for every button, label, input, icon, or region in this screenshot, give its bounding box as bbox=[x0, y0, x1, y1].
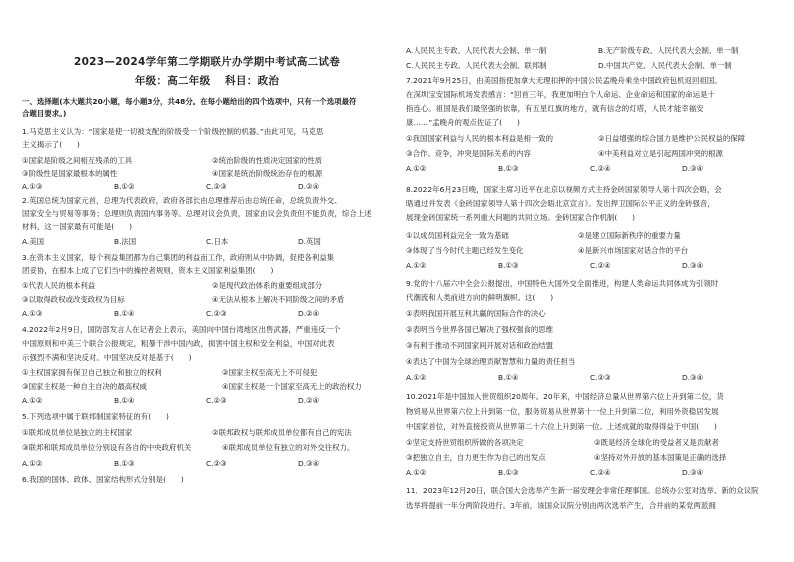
q4-statement-4: ④国家主权是一个国家至高无上的政治权力 bbox=[222, 382, 362, 391]
q1-statement-4: ④国家是统治阶级统治存在的根源 bbox=[212, 169, 323, 178]
exam-subtitle: 年级：高二年级 科目：政治 bbox=[134, 75, 280, 87]
q9-statement-2: ②表明当今世界各国已解决了强权强食的思维 bbox=[406, 325, 554, 334]
q10-option-c: C.②④ bbox=[590, 468, 611, 477]
q2-stem: 2.英国总统为国家元首，总理为代表政府，政府各部长由总理推荐后由总统任命，总统负责外交、 bbox=[22, 196, 342, 205]
q8-option-d: D.③④ bbox=[682, 261, 704, 270]
q3-option-b: B.①④ bbox=[114, 309, 135, 318]
q2-option-a: A.美国 bbox=[22, 237, 45, 246]
q7-option-c: C.②④ bbox=[590, 164, 611, 173]
q11-stem-cont: 选举将提前一年分两阶段进行。3年前，该国众议院分别由两次选举产生，合并前的某党两派拥 bbox=[406, 501, 716, 510]
q3-statement-2: ②是现代政治体系的重要组成部分 bbox=[212, 281, 323, 290]
q2-option-c: C.日本 bbox=[206, 237, 229, 246]
section-instructions-cont: 合题目要求。) bbox=[22, 109, 67, 118]
q9-stem: 9.党的十八届六中全会公报提出，中国特色大国外交全面推进，构建人类命运共同体成为引领时 bbox=[406, 279, 719, 288]
q7-option-b: B.①③ bbox=[498, 164, 519, 173]
q10-option-a: A.①② bbox=[406, 468, 427, 477]
q7-stem: 7.2021年9月25日，由美国指使加拿大无理扣押的中国公民孟晚舟乘坐中国政府包机返回祖国。 bbox=[406, 76, 722, 85]
q8-option-c: C.②④ bbox=[590, 261, 611, 270]
q4-statement-3: ③国家主权是一种自主自决的最高权威 bbox=[22, 382, 147, 391]
q1-option-c: C.②③ bbox=[206, 182, 227, 191]
q10-option-d: D.③④ bbox=[682, 468, 704, 477]
q4-option-c: C.②③ bbox=[206, 396, 227, 405]
q8-statement-1: ①以成员国利益完全一致为基础 bbox=[406, 231, 509, 240]
q2-option-d: D.英国 bbox=[298, 237, 321, 246]
q4-stem-cont: 中国原则和中美三个联合公报规定，粗暴干涉中国内政，损害中国主权和安全利益，中国对此表 bbox=[22, 339, 335, 348]
q2-stem-cont: 国家安全与贸易等事务；总理则负责国内事务等。总理对议会负责，国家由议会负责但不能负责，综合上述 bbox=[22, 209, 372, 218]
q1-statement-3: ③阶级性是国家最根本的属性 bbox=[22, 169, 118, 178]
q8-option-a: A.①② bbox=[406, 261, 427, 270]
q6-option-d: D.中国共产党、人民代表大会制、单一制 bbox=[598, 61, 732, 70]
q8-statement-2: ②是建立国际新秩序的重要力量 bbox=[578, 231, 681, 240]
q3-stem-cont: 团妥协，在根本上成了它们当中的操控者规则，资本主义国家利益集团( ) bbox=[22, 266, 274, 275]
q6-option-a: A.人民民主专政、人民代表大会制、单一制 bbox=[406, 46, 547, 55]
q6-option-c: C.人民民主专政、人民代表大会制、联邦制 bbox=[406, 61, 547, 70]
q4-option-a: A.①② bbox=[22, 396, 43, 405]
q8-stem-cont2: 展现金砖国家统一系列重大问题的共同立场。金砖国家合作机制( ) bbox=[406, 213, 636, 222]
q1-option-b: B.①② bbox=[114, 182, 135, 191]
q9-stem-cont: 代潮流和人类前进方向的鲜明旗帜。这( ) bbox=[406, 293, 554, 302]
q8-option-b: B.①③ bbox=[498, 261, 519, 270]
q7-option-d: D.③④ bbox=[682, 164, 704, 173]
q10-stem-cont: 物贸易从世界第六位上升到第一位，服务贸易从世界第十一位上升到第二位，利用外资稳居发展 bbox=[406, 407, 719, 416]
q5-option-b: B.①③ bbox=[114, 459, 135, 468]
q1-stem: 1.马克思主义认为：“国家是使一切被支配的阶级受一个阶级控制的机器。”由此可见，马克思 bbox=[22, 127, 324, 136]
q9-statement-1: ①表明我国开展互利共赢的国际合作的决心 bbox=[406, 309, 546, 318]
q7-statement-4: ④中美利益对立是引起两国冲突的根源 bbox=[598, 149, 723, 158]
q4-statement-1: ①主权国家拥有保卫自己独立和独立的权利 bbox=[22, 368, 162, 377]
q6-option-b: B.无产阶级专政、人民代表大会制、单一制 bbox=[598, 46, 739, 55]
q5-statement-1: ①联邦成员单位是独立的主权国家 bbox=[22, 428, 133, 437]
exam-title: 2023—2024学年第二学期联片办学期中考试高二试卷 bbox=[73, 56, 341, 68]
q5-option-d: D.③④ bbox=[298, 459, 320, 468]
q7-stem-cont2: 指连心。祖国是我们最坚强的依靠，有五星红旗的地方，就有信念的灯塔，人民才能幸福安 bbox=[406, 104, 704, 113]
q5-option-c: C.②③ bbox=[206, 459, 227, 468]
q7-statement-2: ②日益增强的综合国力是维护公民权益的保障 bbox=[598, 134, 746, 143]
q10-statement-1: ①坚定支持世贸组织所做的各项决定 bbox=[406, 438, 524, 447]
q3-statement-4: ④无法从根本上解决不同阶级之间的矛盾 bbox=[212, 295, 345, 304]
q4-statement-2: ②国家主权至高无上不可侵犯 bbox=[222, 368, 318, 377]
q1-stem-cont: 主义揭示了( ) bbox=[22, 140, 80, 149]
q4-option-b: B.①④ bbox=[114, 396, 135, 405]
q10-option-b: B.①③ bbox=[498, 468, 519, 477]
q6-stem: 6.我国的国体、政体、国家结构形式分别是( ) bbox=[22, 475, 184, 484]
q3-statement-3: ③以取得政权或改变政权为目标 bbox=[22, 295, 125, 304]
q10-statement-4: ④坚持对外开放的基本国策是正确的选择 bbox=[594, 453, 727, 462]
q9-option-a: A.①② bbox=[406, 373, 427, 382]
q1-statement-1: ①国家是阶级之间相互残杀的工具 bbox=[22, 156, 133, 165]
q3-statement-1: ①代表人民的根本利益 bbox=[22, 281, 96, 290]
q8-statement-4: ④是新兴市场国家对话合作的平台 bbox=[578, 246, 689, 255]
q5-statement-2: ②联邦政权与联邦成员单位都有自己的宪法 bbox=[212, 428, 352, 437]
q10-stem-cont2: 中国家首位，对外直接投资从世界第二十六位上升到第一位。上述成就的取得得益于中国( ) bbox=[406, 422, 717, 431]
q5-option-a: A.①② bbox=[22, 459, 43, 468]
q9-statement-3: ③有利于推动不同国家间开展对话和政治结盟 bbox=[406, 341, 554, 350]
q9-option-d: D.③④ bbox=[682, 373, 704, 382]
q3-stem: 3.在资本主义国家，每个利益集团都为自己集团的利益而工作，政府则从中协调，促使各利益集 bbox=[22, 253, 335, 262]
q11-stem: 11．2023年12月20日，联合国大会选举产生新一届安理会非常任理事国。总统办公室对选举、新的众议院 bbox=[406, 486, 759, 495]
q2-stem-cont2: 材料，这一国家最有可能是( ) bbox=[22, 222, 133, 231]
section-instructions: 一、选择题(本大题共20小题，每小题3分，共48分。在每小题给出的四个选项中，只有一个选项最符 bbox=[22, 97, 357, 106]
q9-statement-4: ④表达了中国为全球治理贡献智慧和力量的责任担当 bbox=[406, 357, 576, 366]
q4-stem: 4.2022年2月9日，国防部发言人在记者会上表示，美国向中国台湾地区出售武器，严重违反一个 bbox=[22, 325, 341, 334]
q3-option-c: C.②③ bbox=[206, 309, 227, 318]
q7-statement-3: ③合作、竞争，冲突是国际关系的内容 bbox=[406, 149, 531, 158]
q9-option-c: C.②③ bbox=[590, 373, 611, 382]
q7-stem-cont: 在深圳宝安国际机场发表感言：“回首三年，我更加明白个人命运、企业命运和国家的命运是十 bbox=[406, 90, 715, 99]
q7-stem-cont3: 康……”孟晚舟的观点佐证了( ) bbox=[406, 118, 520, 127]
q10-statement-2: ②既是经济全球化的受益者又是贡献者 bbox=[594, 438, 719, 447]
q3-option-a: A.①③ bbox=[22, 309, 43, 318]
q7-statement-1: ①我国国家利益与人民的根本利益是相一致的 bbox=[406, 134, 554, 143]
q9-option-b: B.①④ bbox=[498, 373, 519, 382]
q5-stem: 5.下列选项中属于联邦制国家特征的有( ) bbox=[22, 412, 169, 421]
q3-option-d: D.②④ bbox=[298, 309, 320, 318]
q10-stem: 10.2021年是中国加入世贸组织20周年。20年来，中国经济总量从世界第六位上升到第二位，货 bbox=[406, 392, 724, 401]
q5-statement-3: ③联邦和联邦成员单位分别设有各自的中央政府机关 bbox=[22, 443, 192, 452]
q1-option-d: D.②④ bbox=[298, 182, 320, 191]
q5-statement-4: ④联邦成员单位有独立的对外交往权力。 bbox=[222, 443, 355, 452]
q8-stem: 8.2022年6月23日晚，国家主席习近平在北京以视频方式主持金砖国家领导人第十四次会晤，会 bbox=[406, 185, 722, 194]
q1-option-a: A.①③ bbox=[22, 182, 43, 191]
q2-option-b: B.法国 bbox=[114, 237, 137, 246]
q4-stem-cont2: 示强烈不满和坚决反对。中国坚决反对是基于( ) bbox=[22, 353, 192, 362]
q4-option-d: D.②④ bbox=[298, 396, 320, 405]
q1-statement-2: ②统治阶级的性质决定国家的性质 bbox=[212, 156, 323, 165]
q7-option-a: A.①② bbox=[406, 164, 427, 173]
q8-stem-cont: 晤通过并发表《金砖国家领导人第十四次会晤北京宣言》。发出捍卫国际公平正义的金砖强音， bbox=[406, 199, 715, 208]
q10-statement-3: ③把独立自主，自力更生作为自己的出发点 bbox=[406, 453, 546, 462]
q8-statement-3: ③体现了当今时代主题已经发生变化 bbox=[406, 246, 524, 255]
